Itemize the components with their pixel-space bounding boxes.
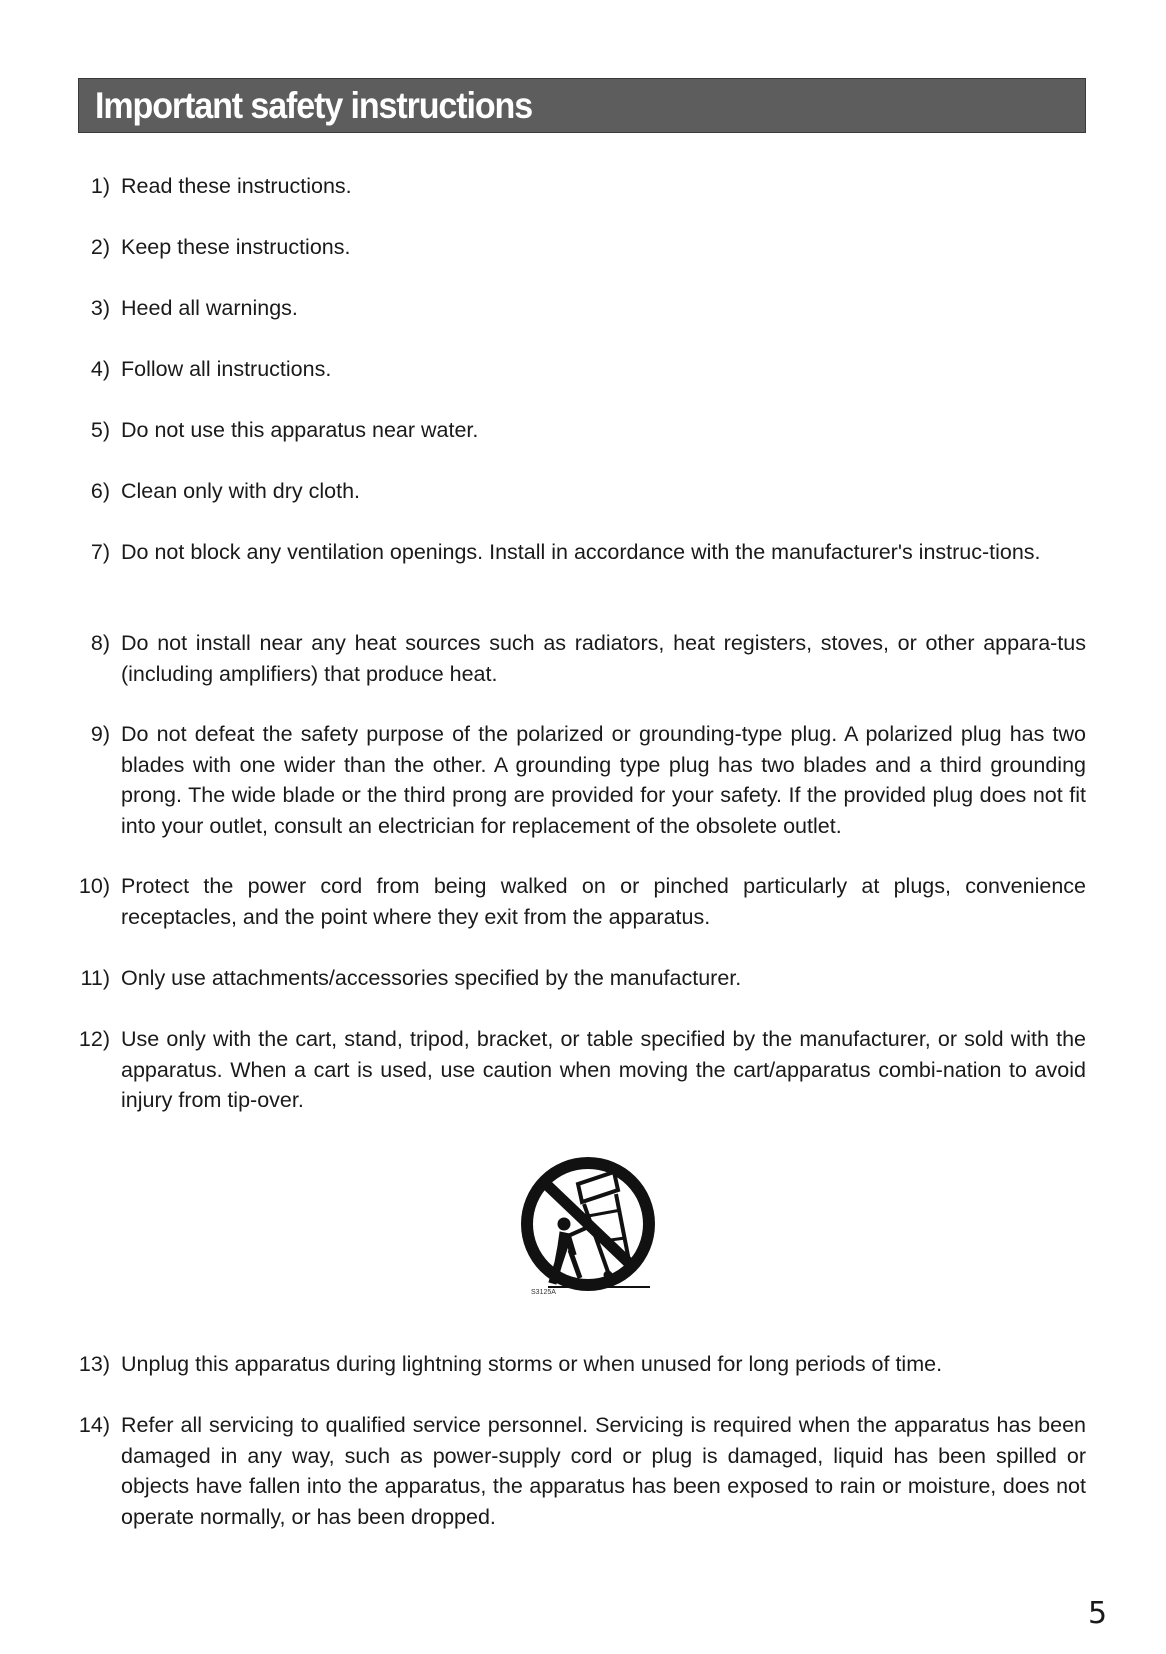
page-number: 5 [1088, 1596, 1108, 1631]
list-item [74, 628, 1086, 689]
item-text: Only use attachments/accessories specified by the manufacturer. [121, 966, 742, 990]
page-title: Important safety instructions [95, 85, 533, 126]
item-number: 3) [90, 296, 110, 320]
item-text: Read these instructions. [121, 174, 352, 198]
item-number: 9) [90, 722, 110, 746]
item-text: Clean only with dry cloth. [121, 479, 360, 503]
list-item [74, 354, 1086, 385]
section-title-bar [78, 78, 1086, 133]
item-text: Do not block any ventilation openings. Install in accordance with the manufacturer's instruc-tions. [121, 540, 1041, 564]
item-text: Refer all servicing to qualified service personnel. Servicing is required when the apparatus has been damaged in any way, such as power-supply cord or plug is damaged, liquid has been spilled or objects have fallen into the apparatus, the apparatus has been exposed to rain or moisture, does not operate normally, or has been dropped. [121, 1413, 1086, 1529]
item-number: 7) [90, 540, 110, 564]
item-number: 6) [90, 479, 110, 503]
item-number: 14) [78, 1413, 110, 1437]
list-item [74, 415, 1086, 446]
list-item [74, 1024, 1086, 1116]
item-text: Do not defeat the safety purpose of the polarized or grounding-type plug. A polarized plug has two blades with one wider than the other. A grounding type plug has two blades and a third grounding prong. The wide blade or the third prong are provided for your safety. If the provided plug does not fit into your outlet, consult an electrician for replacement of the obsolete outlet. [121, 722, 1086, 838]
item-text: Do not install near any heat sources such as radiators, heat registers, stoves, or other appara-tus (including amplifiers) that produce heat. [121, 631, 1086, 686]
list-item [74, 1410, 1086, 1532]
item-number: 1) [90, 174, 110, 198]
item-number: 12) [78, 1027, 110, 1051]
list-item [74, 476, 1086, 507]
item-text: Do not use this apparatus near water. [121, 418, 479, 442]
item-number: 4) [90, 357, 110, 381]
list-item [74, 963, 1086, 994]
item-number: 11) [80, 966, 110, 990]
list-item [74, 293, 1086, 324]
symbol-code-label: S3125A [531, 1289, 556, 1296]
list-item [74, 537, 1086, 568]
list-item [74, 171, 1086, 202]
item-text: Heed all warnings. [121, 296, 298, 320]
item-number: 8) [90, 631, 110, 655]
item-text: Use only with the cart, stand, tripod, bracket, or table specified by the manufacturer, or sold with the apparatus. When a cart is used, use caution when moving the cart/apparatus combi-nation to avoid injury from tip-over. [121, 1027, 1086, 1112]
list-item [74, 232, 1086, 263]
item-text: Protect the power cord from being walked on or pinched particularly at plugs, convenience receptacles, and the point where they exit from the apparatus. [121, 874, 1086, 929]
item-text: Unplug this apparatus during lightning storms or when unused for long periods of time. [121, 1352, 943, 1376]
item-text: Follow all instructions. [121, 357, 332, 381]
list-item [74, 719, 1086, 841]
list-item [74, 871, 1086, 932]
item-text: Keep these instructions. [121, 235, 351, 259]
cart-tip-over-warning-icon [518, 1154, 658, 1304]
list-item [74, 1349, 1086, 1380]
item-number: 5) [90, 418, 110, 442]
item-number: 13) [78, 1352, 110, 1376]
item-number: 2) [90, 235, 110, 259]
item-number: 10) [78, 874, 110, 898]
